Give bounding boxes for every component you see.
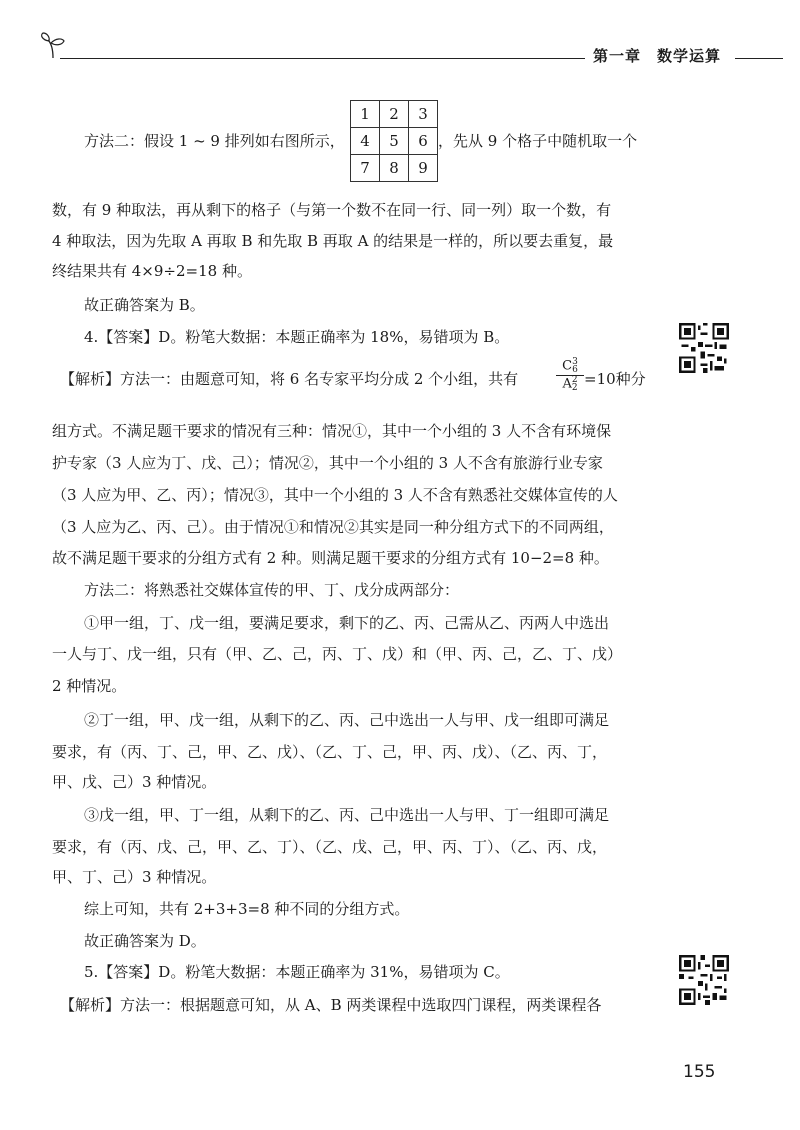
text-line: 组方式。不满足题干要求的情况有三种：情况①，其中一个小组的 3 人不含有环境保 (52, 422, 612, 440)
text-line: 数，有 9 种取法，再从剩下的格子（与第一个数不在同一行、同一列）取一个数，有 (52, 201, 612, 219)
grid-row (351, 128, 438, 155)
qr-code-icon (679, 955, 729, 1005)
chapter-label: 第一章 (593, 47, 642, 65)
text-line: 故正确答案为 B。 (84, 296, 205, 314)
text-line: 终结果共有 4×9÷2=18 种。 (52, 262, 252, 280)
text-line: 甲、戊、己）3 种情况。 (52, 773, 217, 791)
text-line: 2 种情况。 (52, 677, 127, 695)
text-line: 故正确答案为 D。 (84, 932, 206, 950)
text-line: 故不满足题干要求的分组方式有 2 种。则满足题干要求的分组方式有 10−2=8 种。 (52, 549, 609, 567)
text-line: 要求，有（丙、丁、己，甲、乙、戊）、（乙、丁、己，甲、丙、戊）、（乙、丙、丁， (52, 743, 608, 761)
fraction-numerator (556, 358, 584, 376)
text-line: ①甲一组，丁、戊一组，要满足要求，剩下的乙、丙、己需从乙、丙两人中选出 (84, 614, 610, 632)
header-rule-right (735, 58, 783, 59)
text-line: 护专家（3 人应为丁、戊、己）；情况②，其中一个小组的 3 人不含有旅游行业专家 (52, 454, 603, 472)
analysis-5-line: 【解析】方法一：根据题意可知，从 A、B 两类课程中选取四门课程，两类课程各 (60, 996, 602, 1014)
running-header (593, 45, 721, 66)
text-line: 4 种取法，因为先取 A 再取 B 和先取 B 再取 A 的结果是一样的，所以要去重复，最 (52, 232, 614, 250)
combination-fraction (556, 358, 584, 392)
text-line: =10种分 (584, 370, 646, 388)
text-line: ③戊一组，甲、丁一组，从剩下的乙、丙、己中选出一人与甲、丁一组即可满足 (84, 806, 610, 824)
grid-row (351, 101, 438, 128)
grid-cell: 9 (409, 155, 438, 182)
grid-cell: 4 (351, 128, 380, 155)
number-grid (350, 100, 438, 182)
fraction-denominator (556, 376, 584, 393)
fraction-sub: 6 (572, 365, 578, 375)
analysis-4-line: 【解析】方法一：由题意可知，将 6 名专家平均分成 2 个小组，共有 (60, 370, 519, 388)
sprout-icon (38, 30, 68, 60)
fraction-symbol: A (562, 376, 572, 391)
fraction-symbol: C (562, 358, 573, 374)
text-line: （3 人应为甲、乙、丙）；情况③，其中一个小组的 3 人不含有熟悉社交媒体宣传的人 (52, 486, 618, 504)
text-line: 综上可知，共有 2+3+3=8 种不同的分组方式。 (84, 900, 410, 918)
grid-cell: 8 (380, 155, 409, 182)
text-line: ②丁一组，甲、戊一组，从剩下的乙、丙、己中选出一人与甲、戊一组即可满足 (84, 711, 610, 729)
answer-4: 4.【答案】D。粉笔大数据：本题正确率为 18%，易错项为 B。 (84, 328, 510, 346)
grid-cell: 5 (380, 128, 409, 155)
fraction-sub: 2 (571, 382, 578, 393)
text-line: 方法二：假设 1 ~ 9 排列如右图所示， (84, 132, 345, 150)
fraction-sup: 3 (572, 357, 578, 367)
text-line: ，先从 9 个格子中随机取一个 (438, 132, 638, 150)
text-line: 要求，有（丙、戊、己，甲、乙、丁）、（乙、戊、己，甲、丙、丁）、（乙、丙、戊， (52, 838, 608, 856)
text-line: （3 人应为乙、丙、己）。由于情况①和情况②其实是同一种分组方式下的不同两组， (52, 518, 614, 536)
header-rule (60, 58, 585, 59)
grid-cell: 6 (409, 128, 438, 155)
grid-cell: 7 (351, 155, 380, 182)
text-line: 甲、丁、己）3 种情况。 (52, 868, 217, 886)
fraction-sup: 2 (571, 374, 578, 385)
grid-cell: 3 (409, 101, 438, 128)
qr-code-icon (679, 323, 729, 373)
answer-5: 5.【答案】D。粉笔大数据：本题正确率为 31%，易错项为 C。 (84, 963, 510, 981)
text-line: 一人与丁、戊一组，只有（甲、乙、己，丙、丁、戊）和（甲、丙、己，乙、丁、戊） (52, 645, 623, 663)
text-line: 方法二：将熟悉社交媒体宣传的甲、丁、戊分成两部分： (84, 581, 460, 599)
grid-cell: 1 (351, 101, 380, 128)
grid-cell: 2 (380, 101, 409, 128)
topic-label: 数学运算 (657, 47, 722, 65)
page-number: 155 (683, 1062, 716, 1082)
grid-row (351, 155, 438, 182)
